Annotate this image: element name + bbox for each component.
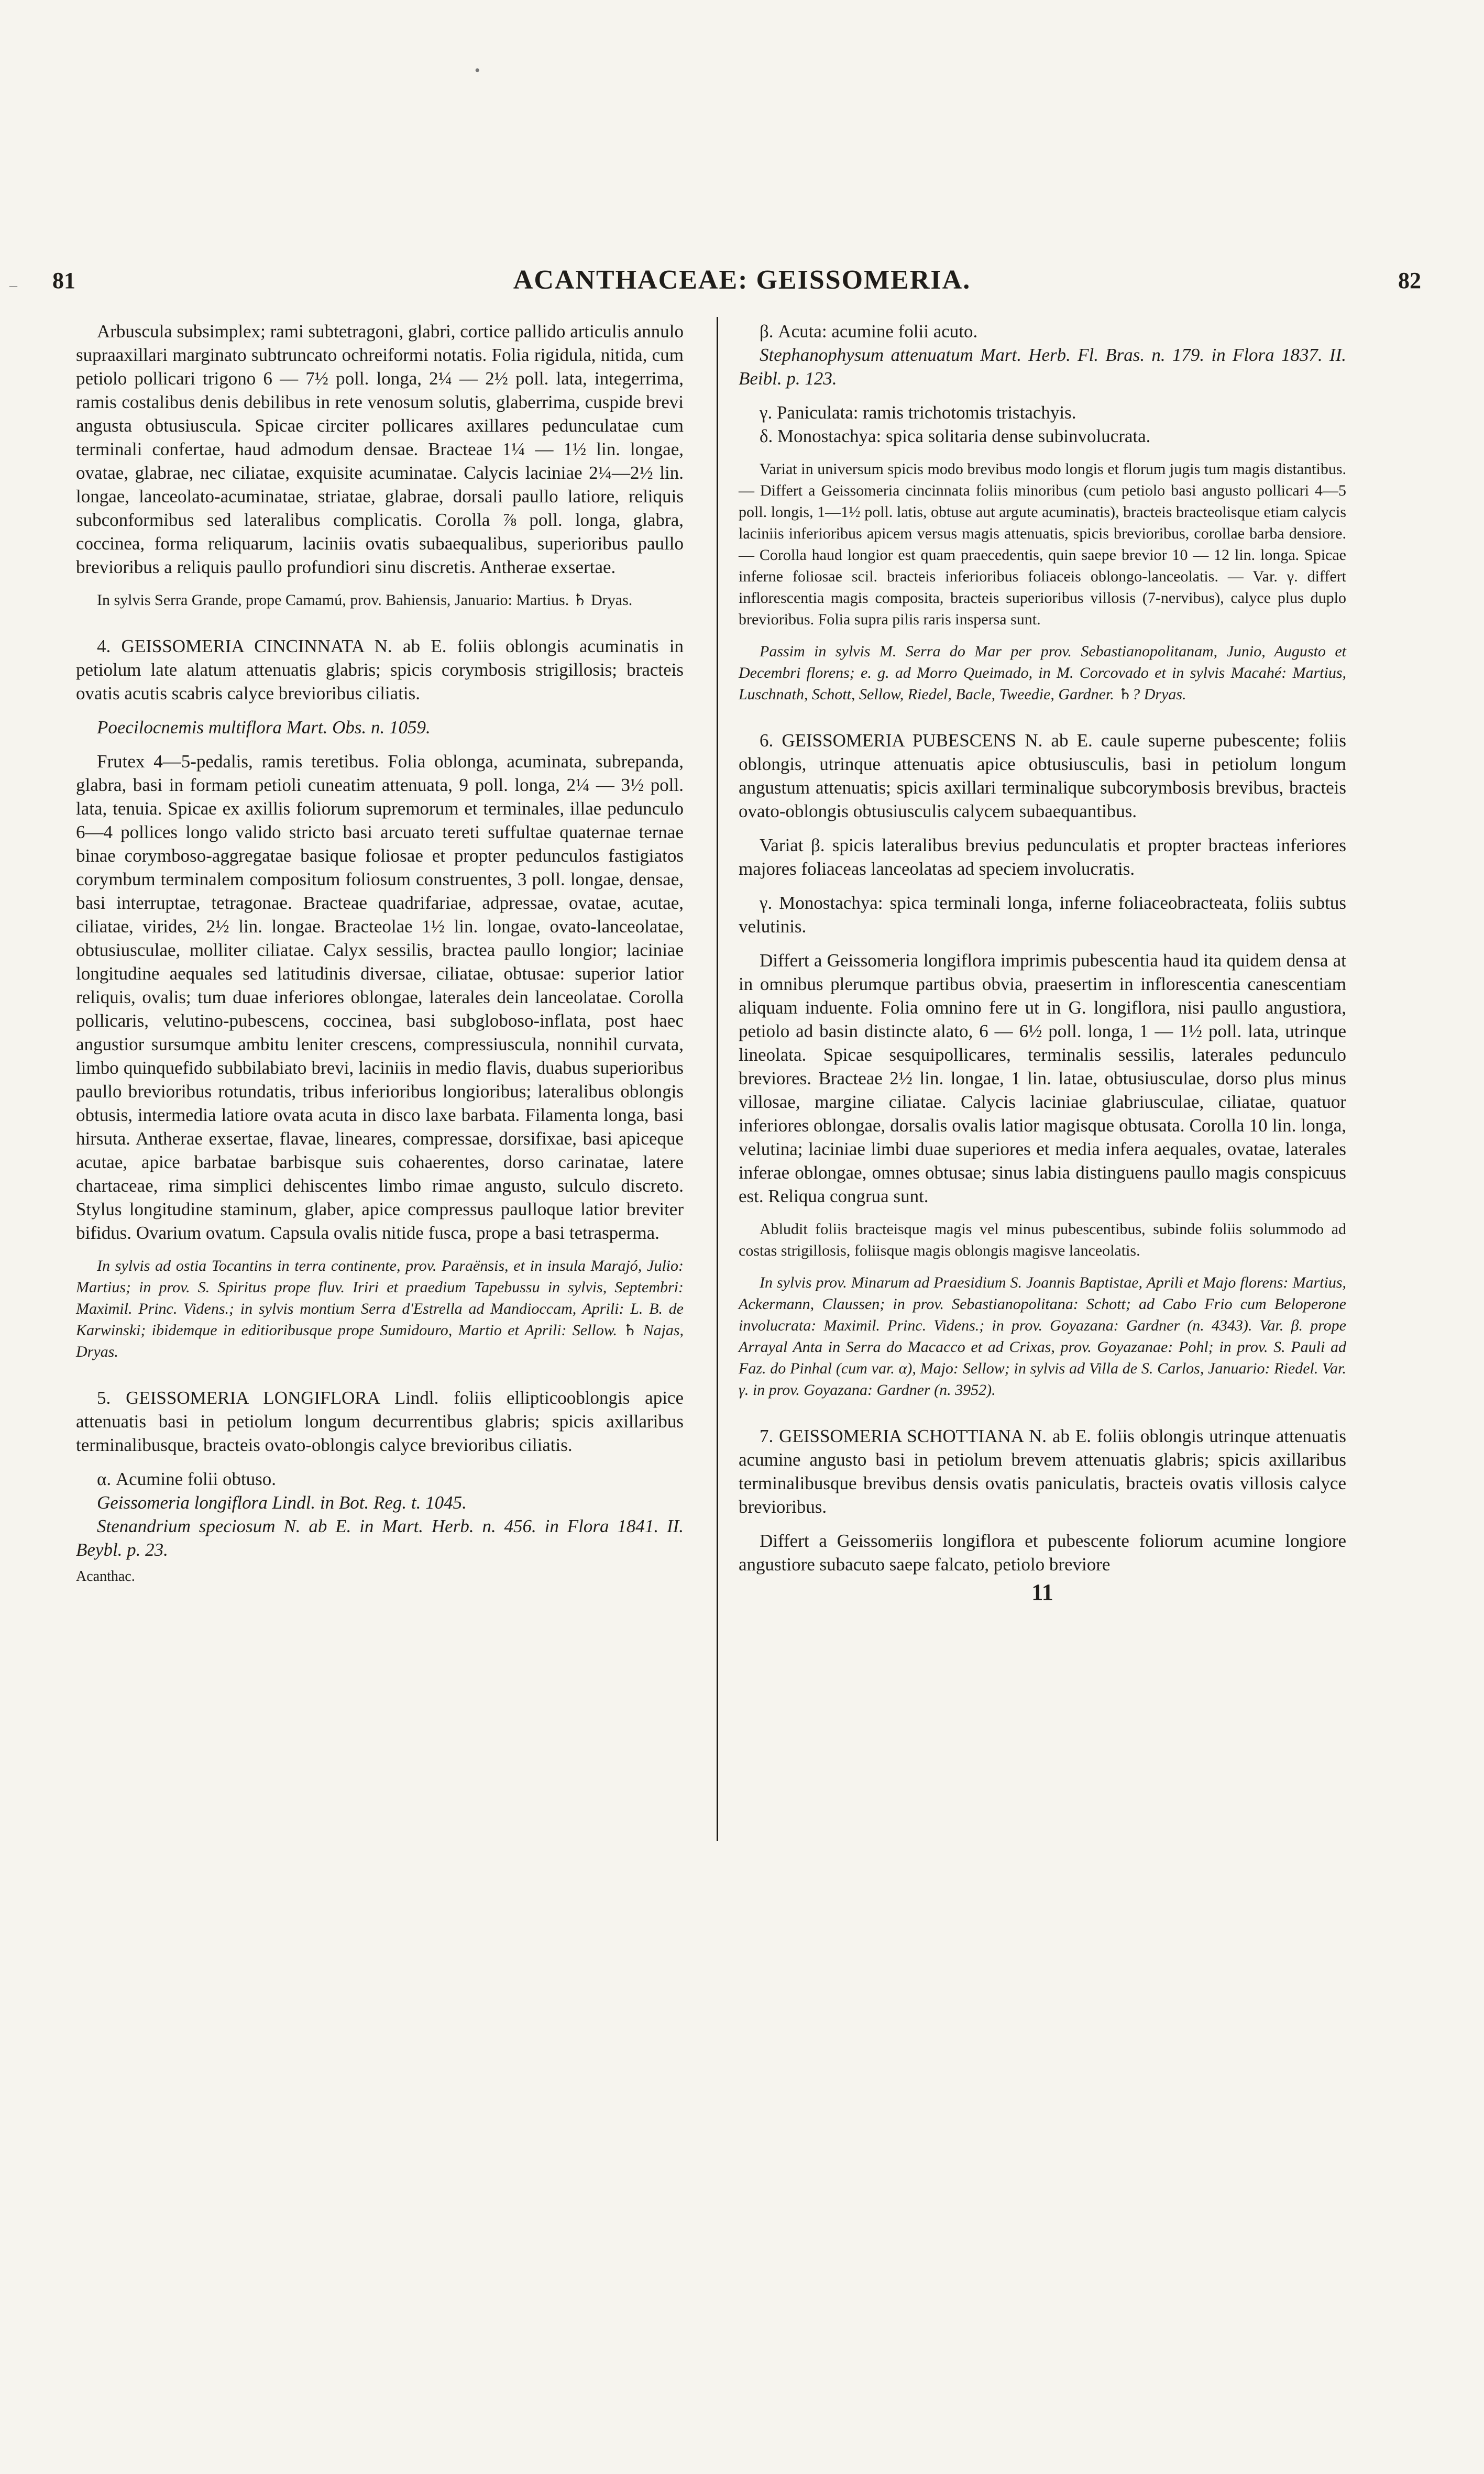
description-paragraph: Differt a Geissomeria longiflora imprimis pubescentia haud ita quidem densa at in omnibus plerumque partibus obvia, praesertim in inflorescentia canescentiam aliquam induente. Folia omnino fere ut in G. longiflora, nisi paullo angustiora, petiolo ad basin distincte alato, 6 — 6½ poll. longa, 1 — 1½ poll. lata, utrinque lineolata. Spicae sesquipollicares, terminalis sessilis, laterales pedunculo breviores. Bracteae 2½ lin. longae, 1 lin. latae, obtusiusculae, dorso plus minus villosae, margine ciliatae. Calycis laciniae glabriusculae, ciliatae, quatuor inferiores oblongae, dorsalis ovalis latior magisque obtusata. Corolla 10 lin. longa, velutina; laciniae limbi duae superiores et media infera aequales, ovatae, laterales inferae oblongae, omnes obtusae; sinus labia distinguens paullo magis conspicuus est. Reliqua congrua sunt. [739,950,1346,1206]
margin-mark: – [9,277,17,294]
note-paragraph: Variat in universum spicis modo brevibus modo longis et florum jugis tum magis distantibus. — Differt a Geissomeria cincinnata foliis minoribus (cum petiolo basi angusto pollicari 4—5 poll. longis, 1—1½ poll. latis, obtuse aut argute acuminatis), bracteis bracteolisque etiam calycis laciniis inferioribus apicem versus magis attenuatis, spicis brevioribus, corollae barba densiore. — Corolla haud longior est quam praecedentis, quin saepe brevior 10 — 12 lin. longa. Spicae inferne foliosae scil. bracteis inferioribus foliaceis oblongo-lanceolatis. — Var. γ. differt inflorescentia magis composita, bracteis superioribus villosis (7-nervibus), calyce plus duplo brevioribus. Folia supra pilis raris inspersa sunt. [739,460,1346,628]
synonym: Stenandrium speciosum N. ab E. in Mart. Herb. n. 456. in Flora 1841. II. Beybl. p. 23. [76,1516,684,1560]
page-number-right: 82 [1398,268,1421,293]
variety-line: δ. Monostachya: spica solitaria dense subinvolucrata. [760,426,1151,446]
right-column [739,320,1346,1604]
variety-line: γ. Monostachya: spica terminali longa, inferne foliaceobracteata, foliis subtus velutinis. [739,893,1346,937]
note-paragraph: Abludit foliis bracteisque magis vel minus pubescentibus, subinde foliis solummodo ad costas strigillosis, foliisque magis oblongis magisve lanceolatis. [739,1220,1346,1259]
variety-line: β. Acuta: acumine folii acuto. [760,321,978,342]
page-number-left: 81 [52,268,75,293]
locality-note: In sylvis ad ostia Tocantins in terra continente, prov. Paraënsis, et in insula Marajó, Julio: Martius; in prov. S. Spiritus prope fluv. Iriri et praedium Tapebussu in sylvis, Septembri: Maximil. Princ. Videns.; in sylvis montium Serra d'Estrella ad Mandioccam, Aprili: L. B. de Karwinski; ibidemque in editioribusque prope Sumidouro, Martio et Aprili: Sellow. ♄ Najas, Dryas. [76,1257,684,1360]
locality-note: Passim in sylvis M. Serra do Mar per prov. Sebastianopolitanam, Junio, Augusto et Decembri florens; e. g. ad Morro Queimado, in M. Corcovado et in sylvis Macahé: Martius, Luschnath, Schott, Sellow, Riedel, Bacle, Tweedie, Gardner. ♄? Dryas. [739,643,1346,703]
variety-line: γ. Paniculata: ramis trichotomis tristachyis. [760,402,1076,423]
variety-line: α. Acumine folii obtuso. [97,1469,277,1489]
description-paragraph: Arbuscula subsimplex; rami subtetragoni, glabri, cortice pallido articulis annulo supraaxillari marginato subtruncato ochreiformi notatis. Folia rigidula, nitida, cum petiolo pollicari trigono 6 — 7½ poll. longa, 2¼ — 2½ poll. lata, integerrima, ramis costalibus denis debilibus in rete venosum solutis, glaberrima, cuspide brevi angusta obtusiuscula. Spicae circiter pollicares axillares pedunculatae cum terminali confertae, haud admodum densae. Bracteae 1¼ — 1½ lin. longae, ovatae, glabrae, nec ciliatae, exquisite acuminatae. Calycis laciniae 2¼—2½ lin. longae, lanceolato-acuminatae, striatae, glabrae, dorsali paullo latiore, reliquis subconformibus sed lateralibus complicatis. Corolla ⅞ poll. longa, glabra, coccinea, forma reliquarum, laciniis ovatis subaequalibus, superioribus paullo brevioribus a reliquis paullo profundiori sinu discretis. Antherae exsertae. [76,321,684,577]
variety-paragraph: Variat β. spicis lateralibus brevius pedunculatis et propter bracteas inferiores majores foliaceas lanceolatas ad speciem involucratis. [739,835,1346,879]
synonym: Stephanophysum attenuatum Mart. Herb. Fl. Bras. n. 179. in Flora 1837. II. Beibl. p. 123. [739,345,1346,389]
species-heading: 5. GEISSOMERIA LONGIFLORA Lindl. foliis ellipticooblongis apice attenuatis basi in petiolum longum decurrentibus glabris; spicis axillaribus terminalibusque, bracteis ovato-oblongis calyce brevioribus ciliatis. [76,1388,684,1455]
synonym: Poecilocnemis multiflora Mart. Obs. n. 1059. [97,717,431,738]
description-paragraph: Frutex 4—5-pedalis, ramis teretibus. Folia oblonga, acuminata, subrepanda, glabra, basi in formam petioli cuneatim attenuata, 9 poll. longa, 2¼ — 3½ poll. lata, tenuia. Spicae ex axillis foliorum supremorum et terminales, illae pedunculo 6—4 pollices longo valido stricto basi arcuato tereti suffultae quaternae ternae binae corymboso-aggregatae basique foliosae et propter pedunculos fastigiatos corymbum terminalem compositum foliosum construentes, 3 poll. longae, densae, basi interruptae, tetragonae. Bracteae quadrifariae, adpressae, ovatae, acutae, ciliatae, virides, 2½ lin. longae. Bracteolae 1½ lin. longae, ovato-lanceolatae, obtusiusculae, molliter ciliatae. Calyx sessilis, bractea paullo longior; laciniae longitudine aequales sed latitudinis diversae, ciliatae, obtusae: superior latior reliquis, ovalis; tum duae inferiores oblongae, laterales dein lanceolatae. Corolla pollicaris, velutino-pubescens, coccinea, basi subgloboso-inflata, post haec angustior sursumque ambitu leniter crescens, compressiuscula, nonnihil curvata, limbo quinquefido subbilabiato brevi, laciniis in medio flavis, duabus superioribus paullo brevioribus rotundatis, tribus inferioribus longioribus; lateralibus oblongis obtusis, intermedia latiore ovata acuta in disco laxe barbata. Filamenta longa, basi hirsuta. Antherae exsertae, flavae, lineares, compressae, dorsifixae, basi apiceque acutae, apice barbatae barbisque suis cohaerentes, dorso carinatae, latere chartaceae, rima simplici dehiscentes limbo rimae angusto, sulculo discreto. Stylus longitudine staminum, glaber, apice compressus paulloque latior breviter bifidus. Ovarium ovatum. Capsula ovalis nitide fusca, prope a basi tetrasperma. [76,751,684,1243]
signature-number: 11 [1031,1579,1053,1605]
description-paragraph: Differt a Geissomeriis longiflora et pubescente foliorum acumine longiore angustiore subacuto saepe falcato, petiolo breviore [739,1531,1346,1575]
species-heading: 4. GEISSOMERIA CINCINNATA N. ab E. foliis oblongis acuminatis in petiolum late alatum attenuatis glabris; spicis corymbosis strigillosis; bracteis ovatis acutis scabris calyce brevioribus ciliatis. [76,636,684,703]
species-heading: 6. GEISSOMERIA PUBESCENS N. ab E. caule superne pubescente; foliis oblongis, utrinque attenuatis apice obtusiusculis, basi in petiolum longum angustum attenuatis; spicis axillari terminalique subcorymbosis brevibus, bracteis ovato-oblongis obtusiusculis calycem subaequantibus. [739,730,1346,821]
synonym: Geissomeria longiflora Lindl. in Bot. Reg. t. 1045. [97,1492,467,1513]
column-divider [717,317,718,1841]
left-column [76,320,684,1588]
locality-note: In sylvis prov. Minarum ad Praesidium S. Joannis Baptistae, Aprili et Majo florens: Martius, Ackermann, Claussen; in prov. Sebastianopolitana: Schott; ad Cabo Frio cum Beloperone involucrata: Maximil. Princ. Videns.; in prov. Goyazana: Gardner (n. 4343). Var. β. prope Arrayal Anta in Serra do Macacco et ad Crixas, prov. Goyazanae: Pohl; in prov. S. Pauli ad Faz. do Pinhal (cum var. α), Majo: Sellow; in sylvis ad Villa de S. Carlos, Januario: Riedel. Var. γ. in prov. Goyazana: Gardner (n. 3952). [739,1274,1346,1399]
species-heading: 7. GEISSOMERIA SCHOTTIANA N. ab E. foliis oblongis utrinque attenuatis acumine angusto basi in petiolum brevem attenuatis glabris; spicis axillaribus terminalibusque brevibus densis ovatis paniculatis, bracteis ovatis villosis calyce brevioribus. [739,1426,1346,1517]
stray-mark: • [475,62,480,79]
signature-mark: Acanthac. [76,1568,135,1585]
running-head: ACANTHACEAE: GEISSOMERIA. [513,265,971,295]
locality-note: In sylvis Serra Grande, prope Camamú, prov. Bahiensis, Januario: Martius. ♄ Dryas. [97,591,633,609]
